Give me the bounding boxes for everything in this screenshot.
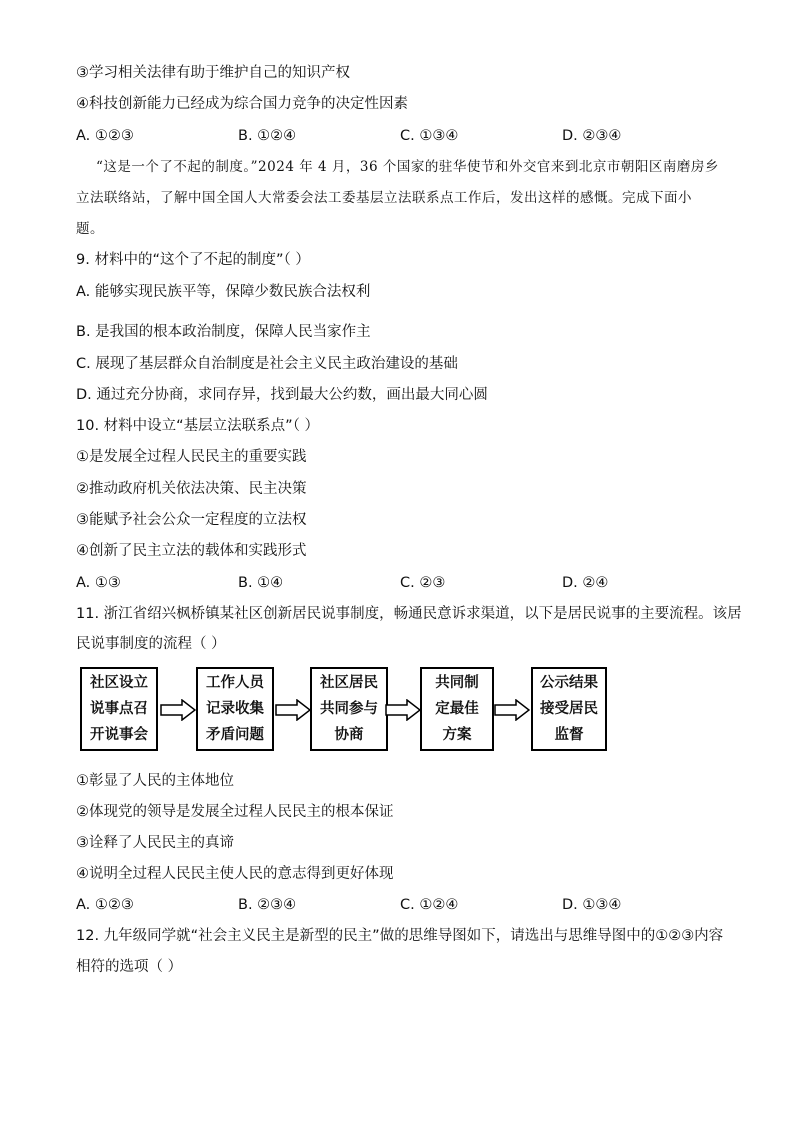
q11-option-b[interactable]: B. ②③④: [238, 897, 297, 913]
q9-option-a[interactable]: A. 能够实现民族平等，保障少数民族合法权利: [76, 284, 371, 300]
q8-option-a[interactable]: A. ①②③: [76, 128, 134, 144]
q10-option-c[interactable]: C. ②③: [400, 575, 446, 591]
q11-statement-2: ②体现党的领导是发展全过程人民民主的根本保证: [76, 804, 394, 820]
flow-arrow-icon: [494, 699, 530, 721]
q11-option-d[interactable]: D. ①③④: [562, 897, 622, 913]
flow-arrow-icon: [160, 699, 196, 721]
q10-statement-3: ③能赋予社会公众一定程度的立法权: [76, 512, 307, 528]
q11-statement-1: ①彰显了人民的主体地位: [76, 773, 234, 789]
q8-statement-4: ④科技创新能力已经成为综合国力竞争的决定性因素: [76, 96, 408, 112]
q11-statement-3: ③诠释了人民民主的真谛: [76, 835, 234, 851]
q10-option-a[interactable]: A. ①③: [76, 575, 121, 591]
q8-option-d[interactable]: D. ②③④: [562, 128, 622, 144]
q9-option-b[interactable]: B. 是我国的根本政治制度，保障人民当家作主: [76, 324, 371, 340]
flow-step-5: 公示结果 接受居民 监督: [531, 667, 607, 751]
q9-stem: 9. 材料中的“这个了不起的制度”（ ）: [76, 252, 310, 268]
q10-option-d[interactable]: D. ②④: [562, 575, 609, 591]
q11-stem-line-1: 11. 浙江省绍兴枫桥镇某社区创新居民说事制度，畅通民意诉求渠道，以下是居民说事的主要流程。该居: [76, 606, 742, 622]
q10-statement-1: ①是发展全过程人民民主的重要实践: [76, 449, 307, 465]
flow-step-3: 社区居民 共同参与 协商: [310, 667, 388, 751]
q11-flowchart: [80, 667, 620, 757]
q9-option-d[interactable]: D. 通过充分协商，求同存异，找到最大公约数，画出最大同心圆: [76, 387, 488, 403]
q12-stem-line-1: 12. 九年级同学就“社会主义民主是新型的民主”做的思维导图如下，请选出与思维导图中的①②③内容: [76, 928, 724, 944]
q10-statement-2: ②推动政府机关依法决策、民主决策: [76, 481, 307, 497]
flow-step-4: 共同制 定最佳 方案: [420, 667, 494, 751]
q8-statement-3: ③学习相关法律有助于维护自己的知识产权: [76, 65, 350, 81]
flow-arrow-icon: [275, 699, 311, 721]
q8-option-b[interactable]: B. ①②④: [238, 128, 297, 144]
passage-line-3: 题。: [76, 221, 104, 237]
q11-statement-4: ④说明全过程人民民主使人民的意志得到更好体现: [76, 866, 394, 882]
q10-statement-4: ④创新了民主立法的载体和实践形式: [76, 543, 307, 559]
passage-line-2: 立法联络站，了解中国全国人大常委会法工委基层立法联系点工作后，发出这样的感慨。完成下面小: [76, 190, 692, 206]
q11-option-a[interactable]: A. ①②③: [76, 897, 134, 913]
q12-stem-line-2: 相符的选项（ ）: [76, 959, 183, 975]
passage-line-1: “这是一个了不起的制度。”2024 年 4 月，36 个国家的驻华使节和外交官来到北京市朝阳区南磨房乡: [96, 159, 719, 175]
q11-option-c[interactable]: C. ①②④: [400, 897, 459, 913]
flow-step-2: 工作人员 记录收集 矛盾问题: [196, 667, 274, 751]
q9-option-c[interactable]: C. 展现了基层群众自治制度是社会主义民主政治建设的基础: [76, 356, 458, 372]
q11-stem-line-2: 民说事制度的流程（ ）: [76, 636, 226, 652]
q10-option-b[interactable]: B. ①④: [238, 575, 284, 591]
q10-stem: 10. 材料中设立“基层立法联系点”（ ）: [76, 418, 320, 434]
q8-option-c[interactable]: C. ①③④: [400, 128, 459, 144]
flow-arrow-icon: [385, 699, 421, 721]
flow-step-1: 社区设立 说事点召 开说事会: [80, 667, 158, 751]
